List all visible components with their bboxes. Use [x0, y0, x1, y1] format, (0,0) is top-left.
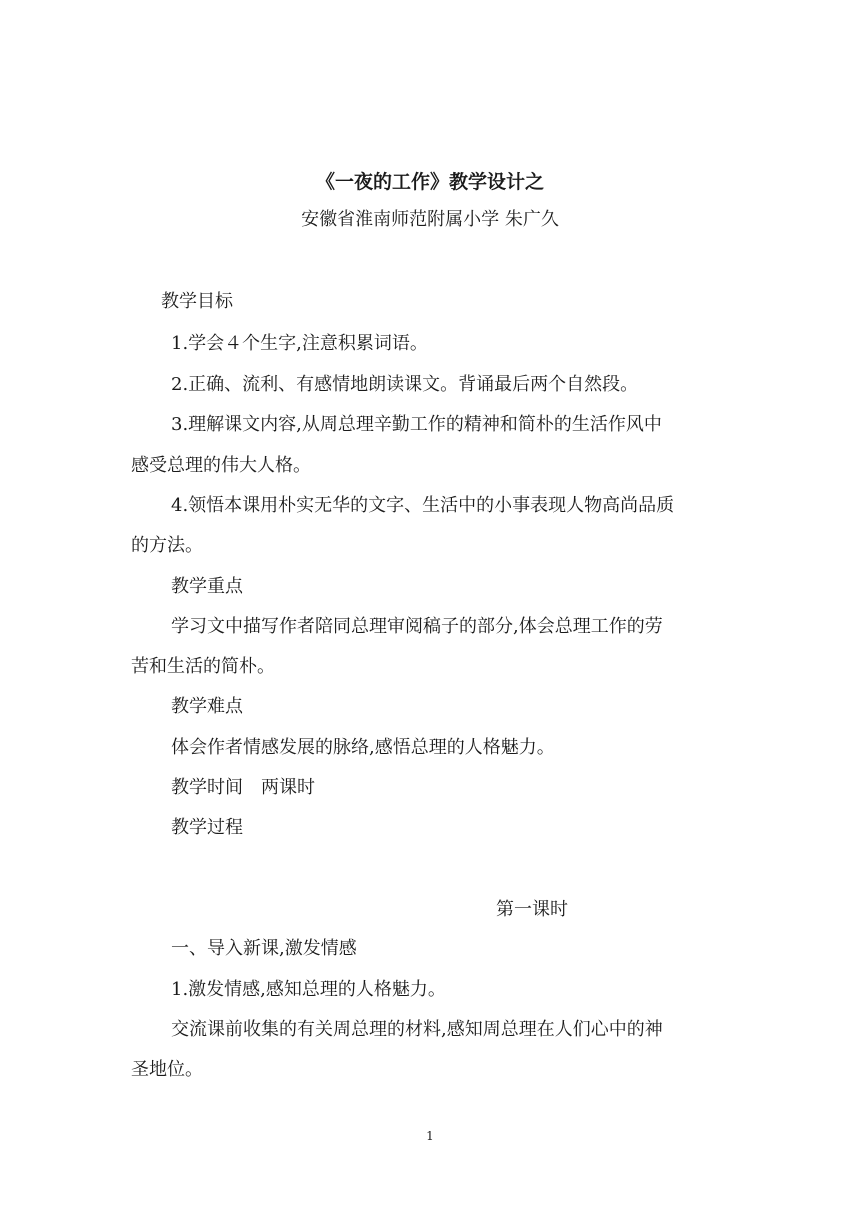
process-heading: 教学过程 — [171, 817, 243, 838]
focus-heading: 教学重点 — [171, 576, 243, 597]
paragraph-line-1: 交流课前收集的有关周总理的材料,感知周总理在人们心中的神 — [171, 1019, 663, 1040]
goals-heading: 教学目标 — [161, 291, 233, 312]
goal-item-4-continued: 的方法。 — [131, 535, 203, 556]
difficulty-heading: 教学难点 — [171, 696, 243, 717]
section-heading-1: 一、导入新课,激发情感 — [171, 938, 357, 959]
goal-item-3: 3.理解课文内容,从周总理辛勤工作的精神和简朴的生活作风中 — [171, 414, 662, 435]
document-title: 《一夜的工作》教学设计之 — [315, 171, 544, 193]
focus-text-line-1: 学习文中描写作者陪同总理审阅稿子的部分,体会总理工作的劳 — [171, 616, 663, 637]
page-number: 1 — [426, 1129, 434, 1143]
time-label: 教学时间 — [171, 777, 243, 798]
difficulty-text: 体会作者情感发展的脉络,感悟总理的人格魅力。 — [171, 737, 555, 758]
paragraph-line-2: 圣地位。 — [131, 1059, 203, 1080]
goal-item-2: 2.正确、流利、有感情地朗读课文。背诵最后两个自然段。 — [171, 374, 639, 395]
goal-item-1: 1.学会４个生字,注意积累词语。 — [171, 333, 428, 354]
step-1: 1.激发情感,感知总理的人格魅力。 — [171, 979, 446, 1000]
focus-text-line-2: 苦和生活的简朴。 — [131, 656, 275, 677]
author-line: 安徽省淮南师范附属小学 朱广久 — [301, 209, 559, 230]
time-value: 两课时 — [261, 777, 315, 798]
goal-item-3-continued: 感受总理的伟大人格。 — [131, 455, 311, 476]
time-line — [171, 774, 315, 802]
goal-item-4: 4.领悟本课用朴实无华的文字、生活中的小事表现人物高尚品质 — [171, 495, 675, 516]
lesson-title: 第一课时 — [496, 899, 568, 920]
